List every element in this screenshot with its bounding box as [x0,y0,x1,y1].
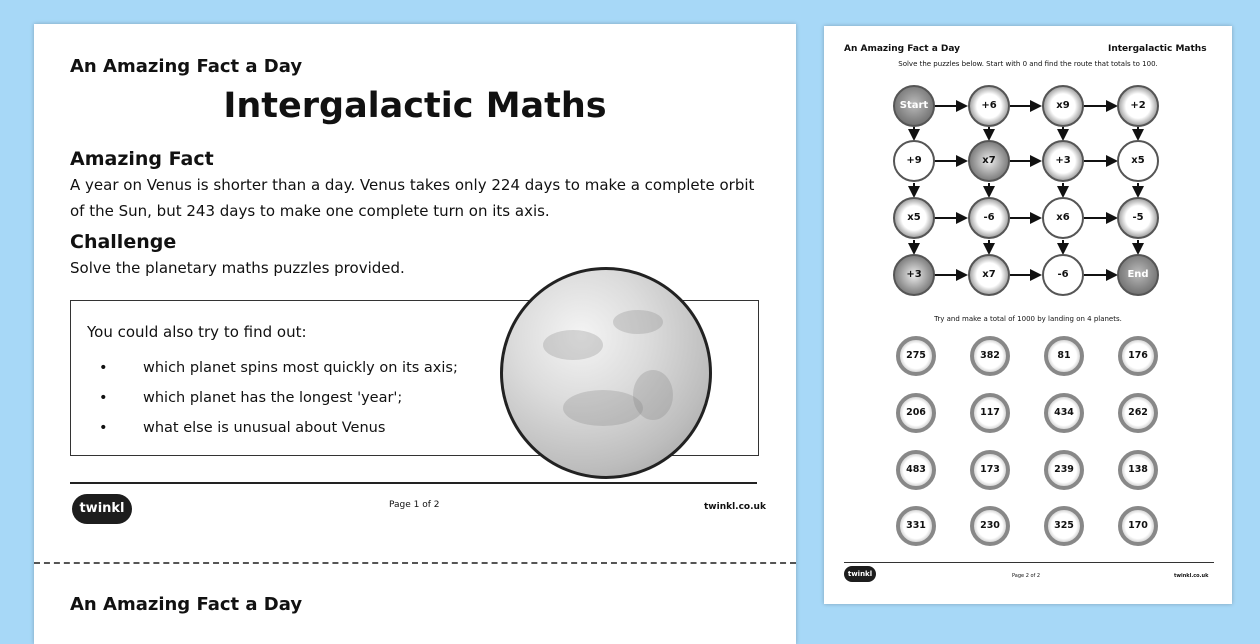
planet-number: 483 [896,450,936,490]
planet-number: 138 [1118,450,1158,490]
venus-planet-image [500,267,712,479]
planet-number: 230 [970,506,1010,546]
route-node: +3 [893,254,935,296]
route-node: +2 [1117,85,1159,127]
page2-header-left: An Amazing Fact a Day [844,44,961,54]
list-item: • what else is unusual about Venus [97,413,458,443]
twinkl-logo: twinkl [72,494,132,524]
planet-number: 173 [970,450,1010,490]
worksheet-page-2 [824,26,1232,604]
route-node: x7 [968,140,1010,182]
planet-number: 434 [1044,393,1084,433]
page-title: Intergalactic Maths [223,86,607,126]
planet-number: 331 [896,506,936,546]
route-node-end: End [1117,254,1159,296]
route-node-start: Start [893,85,935,127]
route-node: x9 [1042,85,1084,127]
twinkl-logo: twinkl [844,566,876,582]
route-node: x7 [968,254,1010,296]
fact-text: A year on Venus is shorter than a day. Venus takes only 224 days to make a complete orbit of the Sun, but 243 days to make one complete turn on its axis. [70,176,755,220]
find-out-list [97,353,458,443]
planet-number: 382 [970,336,1010,376]
planet-number: 275 [896,336,936,376]
planet-number: 325 [1044,506,1084,546]
route-instruction: Solve the puzzles below. Start with 0 and find the route that totals to 100. [898,60,1158,68]
planet-instruction: Try and make a total of 1000 by landing on 4 planets. [934,315,1122,323]
page-number: Page 2 of 2 [1012,573,1041,579]
planet-number: 176 [1118,336,1158,376]
site-url: twinkl.co.uk [1174,573,1209,579]
planet-number: 239 [1044,450,1084,490]
route-node: x6 [1042,197,1084,239]
challenge-text: Solve the planetary maths puzzles provided. [70,259,405,277]
route-node: +9 [893,140,935,182]
cut-line [34,562,796,564]
site-url: twinkl.co.uk [704,502,766,512]
route-node: x5 [1117,140,1159,182]
planet-number: 117 [970,393,1010,433]
footer-rule [70,482,757,484]
page-kicker: An Amazing Fact a Day [70,56,303,77]
route-node: -5 [1117,197,1159,239]
next-page-kicker: An Amazing Fact a Day [70,594,303,615]
list-item: • which planet spins most quickly on its axis; [97,353,458,383]
planet-number: 206 [896,393,936,433]
fact-heading: Amazing Fact [70,148,214,170]
route-node: +3 [1042,140,1084,182]
list-item: • which planet has the longest 'year'; [97,383,458,413]
planet-number: 170 [1118,506,1158,546]
worksheet-page-1 [34,24,796,644]
find-out-lead: You could also try to find out: [87,323,307,341]
page2-footer-rule [844,562,1214,563]
route-node: x5 [893,197,935,239]
route-node: -6 [1042,254,1084,296]
route-node: +6 [968,85,1010,127]
planet-number: 81 [1044,336,1084,376]
page-number: Page 1 of 2 [389,500,440,510]
page2-header-right: Intergalactic Maths [1108,44,1207,54]
challenge-heading: Challenge [70,231,177,253]
route-node: -6 [968,197,1010,239]
planet-number: 262 [1118,393,1158,433]
